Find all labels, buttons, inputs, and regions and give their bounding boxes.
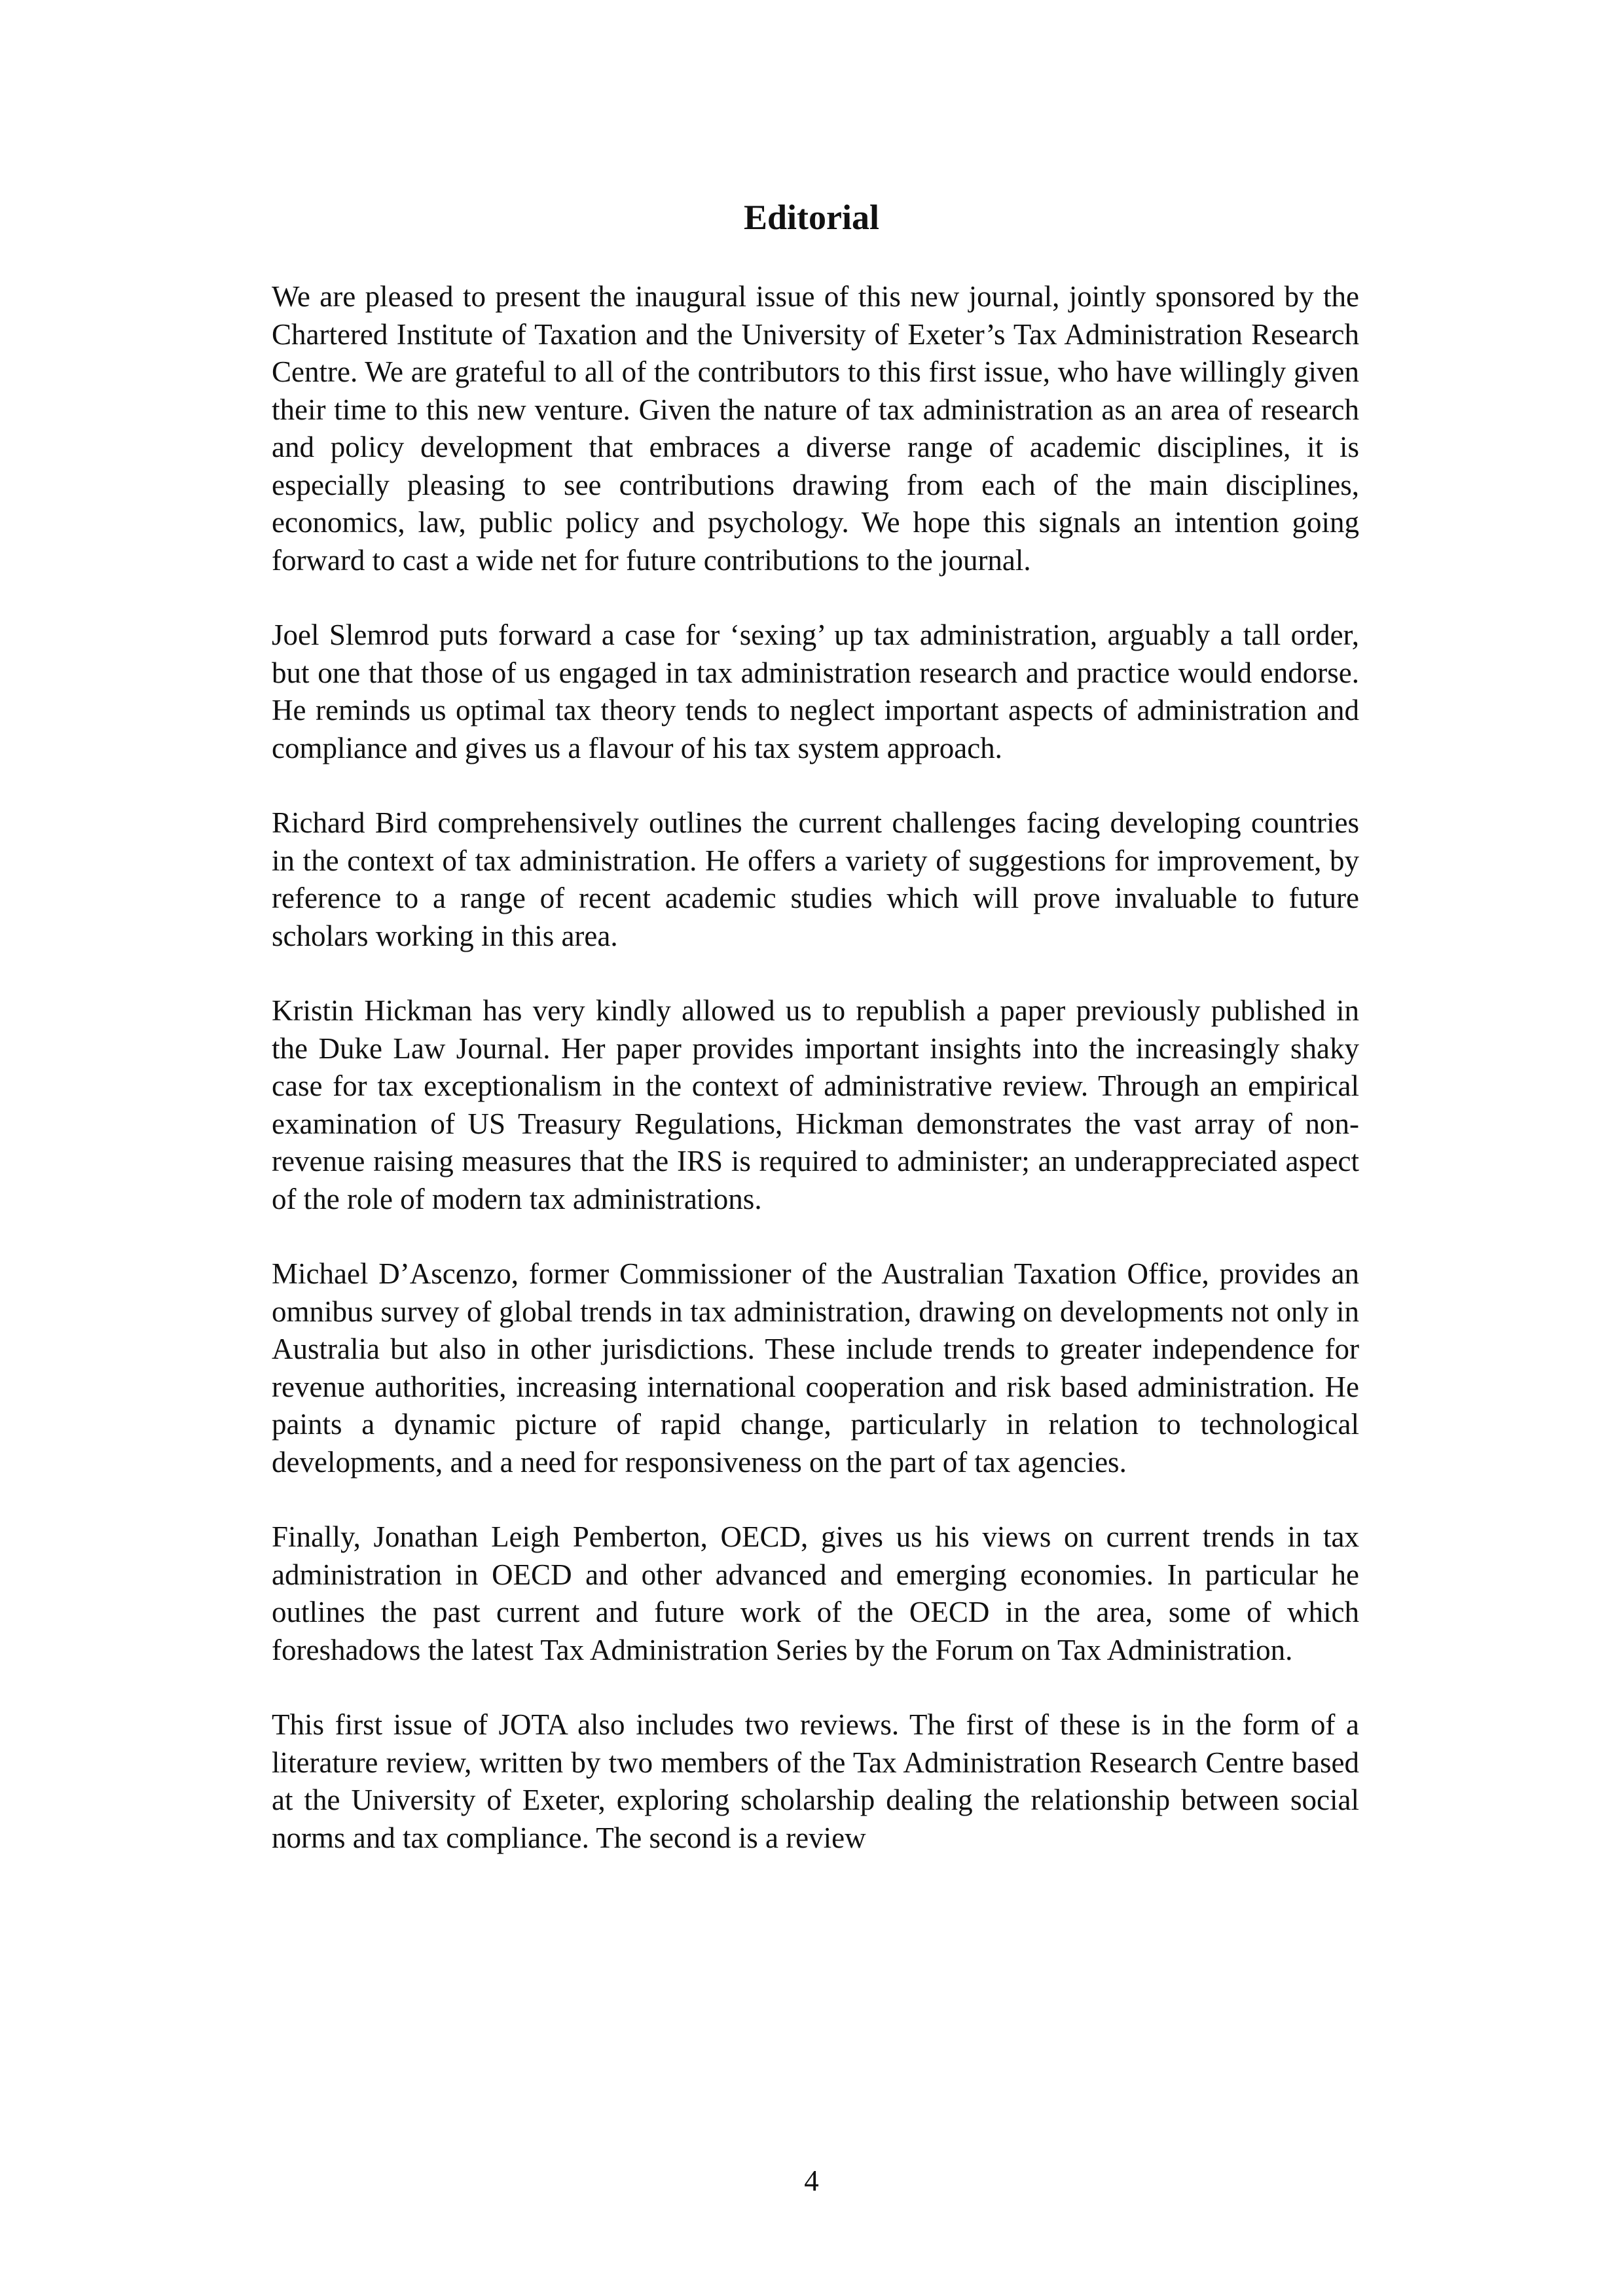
paragraph-hickman: Kristin Hickman has very kindly allowed us to republish a paper previously published in the Duke Law Journal. Her paper provides important insights into the increasingly shaky case for tax exceptionalism in the context of administrative review. Through an empirical examination of US Treasury Regulations, Hickman demonstrates the vast array of non-revenue raising measures that the IRS is required to administer; an underappreciated aspect of the role of modern tax administrations. <box>272 994 1359 1215</box>
paragraph-bird: Richard Bird comprehensively outlines the current challenges facing developing countries in the context of tax administration. He offers a variety of suggestions for improvement, by reference to a range of recent academic studies which will prove invaluable to future scholars working in this area. <box>272 806 1359 952</box>
editorial-body <box>272 278 1359 1894</box>
page-title: Editorial <box>743 198 879 237</box>
paragraph-pemberton: Finally, Jonathan Leigh Pemberton, OECD, gives us his views on current trends in tax administration in OECD and other advanced and emerging economies. In particular he outlines the past current and future work of the OECD in the area, some of which foreshadows the latest Tax Administration Series by the Forum on Tax Administration. <box>272 1520 1359 1666</box>
page-number: 4 <box>804 2164 819 2197</box>
paragraph-dascenzo: Michael D’Ascenzo, former Commissioner of the Australian Taxation Office, provides an omnibus survey of global trends in tax administration, drawing on developments not only in Australia but also in other jurisdictions. These include trends to greater independence for revenue authorities, increasing international cooperation and risk based administration. He paints a dynamic picture of rapid change, particularly in relation to technological developments, and a need for responsiveness on the part of tax agencies. <box>272 1257 1359 1479</box>
paragraph-reviews: This first issue of JOTA also includes two reviews. The first of these is in the form of a literature review, written by two members of the Tax Administration Research Centre based at the University of Exeter, exploring scholarship dealing the relationship between social norms and tax compliance. The second is a review <box>272 1708 1359 1854</box>
paragraph-intro: We are pleased to present the inaugural issue of this new journal, jointly sponsored by the Chartered Institute of Taxation and the University of Exeter’s Tax Administration Research Centre. We are grateful to all of the contributors to this first issue, who have willingly given their time to this new venture. Given the nature of tax administration as an area of research and policy development that embraces a diverse range of academic disciplines, it is especially pleasing to see contributions drawing from each of the main disciplines, economics, law, public policy and psychology. We hope this signals an intention going forward to cast a wide net for future contributions to the journal. <box>272 280 1359 577</box>
paragraph-slemrod: Joel Slemrod puts forward a case for ‘sexing’ up tax administration, arguably a tall order, but one that those of us engaged in tax administration research and practice would endorse. He reminds us optimal tax theory tends to neglect important aspects of administration and compliance and gives us a flavour of his tax system approach. <box>272 619 1359 764</box>
